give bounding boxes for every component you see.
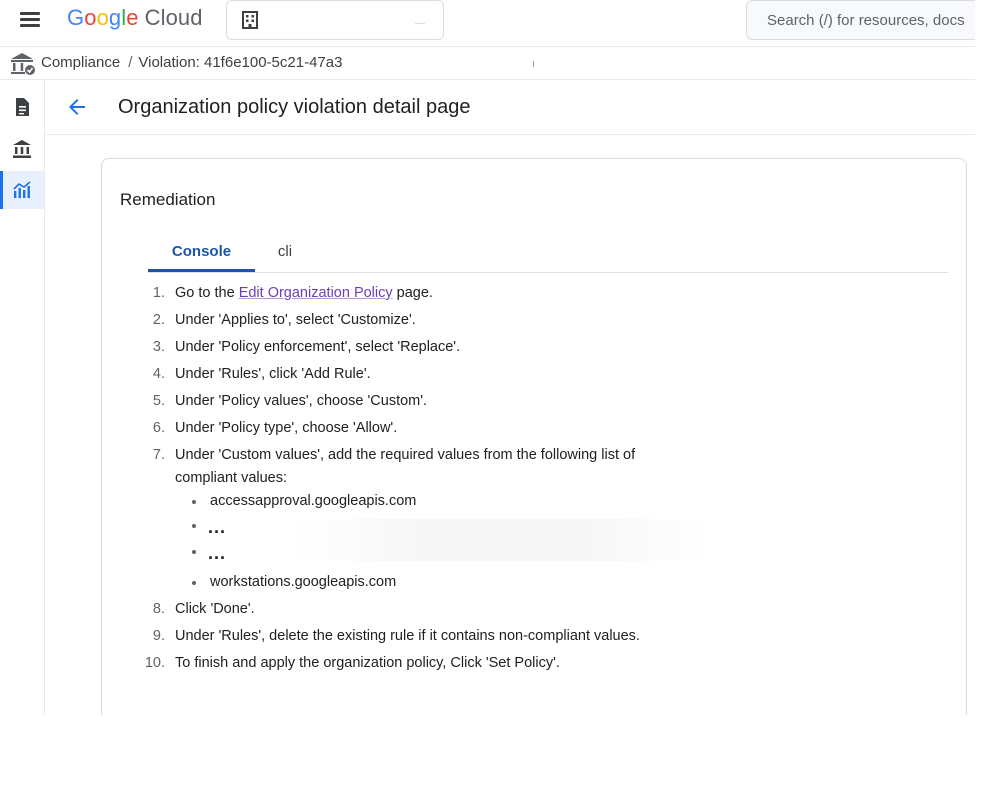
step-number: 3.: [152, 339, 165, 355]
step-number: 7.: [152, 447, 165, 463]
compliance-icon: [9, 52, 37, 76]
institution-icon: [12, 139, 32, 159]
organization-icon: [241, 11, 259, 29]
tab-cli[interactable]: cli: [277, 243, 293, 260]
compliant-value: workstations.googleapis.com: [210, 574, 397, 590]
remediation-title: Remediation: [120, 190, 216, 209]
compliant-value: accessapproval.googleapis.com: [210, 493, 417, 509]
step-number: 2.: [152, 312, 165, 328]
step-number: 1.: [152, 285, 165, 301]
step-text: compliant values:: [175, 470, 288, 486]
step-number: 10.: [144, 655, 165, 671]
step-number: 9.: [152, 628, 165, 644]
remediation-card: [101, 158, 967, 715]
rail-item-monitoring[interactable]: [0, 171, 44, 209]
main-menu-icon[interactable]: [18, 9, 44, 31]
resource-picker[interactable]: [226, 0, 444, 40]
step-number: 6.: [152, 420, 165, 436]
tab-console[interactable]: Console: [148, 235, 255, 272]
step-text: Under 'Rules', delete the existing rule if it contains non-compliant values.: [175, 628, 640, 644]
search-placeholder: Search (/) for resources, docs: [767, 12, 965, 29]
rail-item-documents[interactable]: [0, 88, 44, 126]
step-text: Go to the: [175, 285, 239, 301]
back-arrow-icon[interactable]: [65, 95, 89, 119]
analytics-icon: [12, 180, 32, 200]
left-nav-rail: [0, 80, 45, 715]
breadcrumb-bar: [0, 47, 975, 80]
google-cloud-logo[interactable]: Google Cloud: [67, 5, 203, 30]
breadcrumb: [41, 54, 342, 71]
compliant-value: ...: [208, 543, 227, 563]
step-text: Under 'Rules', click 'Add Rule'.: [175, 366, 371, 382]
bullet-icon: [192, 500, 196, 504]
document-icon: [12, 97, 32, 117]
step-text: Under 'Policy type', choose 'Allow'.: [175, 420, 398, 436]
step-text: Under 'Policy values', choose 'Custom'.: [175, 393, 428, 409]
step-number: 8.: [152, 601, 165, 617]
rail-item-compliance[interactable]: [0, 130, 44, 168]
bullet-icon: [192, 524, 196, 528]
page-header: [45, 80, 975, 135]
divider-tick: [533, 61, 534, 67]
breadcrumb-current: Violation: 41f6e100-5c21-47a3: [138, 54, 343, 71]
step-text: Under 'Custom values', add the required values from the following list of: [175, 447, 636, 463]
redacted-region: [292, 519, 712, 561]
step-text: To finish and apply the organization policy, Click 'Set Policy'.: [175, 655, 560, 671]
top-bar: [0, 0, 975, 47]
breadcrumb-separator: /: [128, 54, 133, 71]
compliant-value: ...: [208, 517, 227, 537]
step-text: page.: [392, 285, 433, 301]
step-number: 5.: [152, 393, 165, 409]
dropdown-caret-icon: [415, 23, 425, 24]
bullet-icon: [192, 550, 196, 554]
step-text: Under 'Applies to', select 'Customize'.: [175, 312, 416, 328]
step-number: 4.: [152, 366, 165, 382]
search-input[interactable]: [746, 0, 975, 40]
step-text: Under 'Policy enforcement', select 'Replace'.: [175, 339, 461, 355]
page-title: Organization policy violation detail page: [118, 96, 471, 118]
remediation-tabs: [148, 235, 948, 273]
breadcrumb-compliance-link[interactable]: Compliance: [41, 54, 121, 71]
bullet-icon: [192, 581, 196, 585]
edit-organization-policy-link[interactable]: Edit Organization Policy: [238, 285, 393, 301]
step-text: Click 'Done'.: [175, 601, 255, 617]
